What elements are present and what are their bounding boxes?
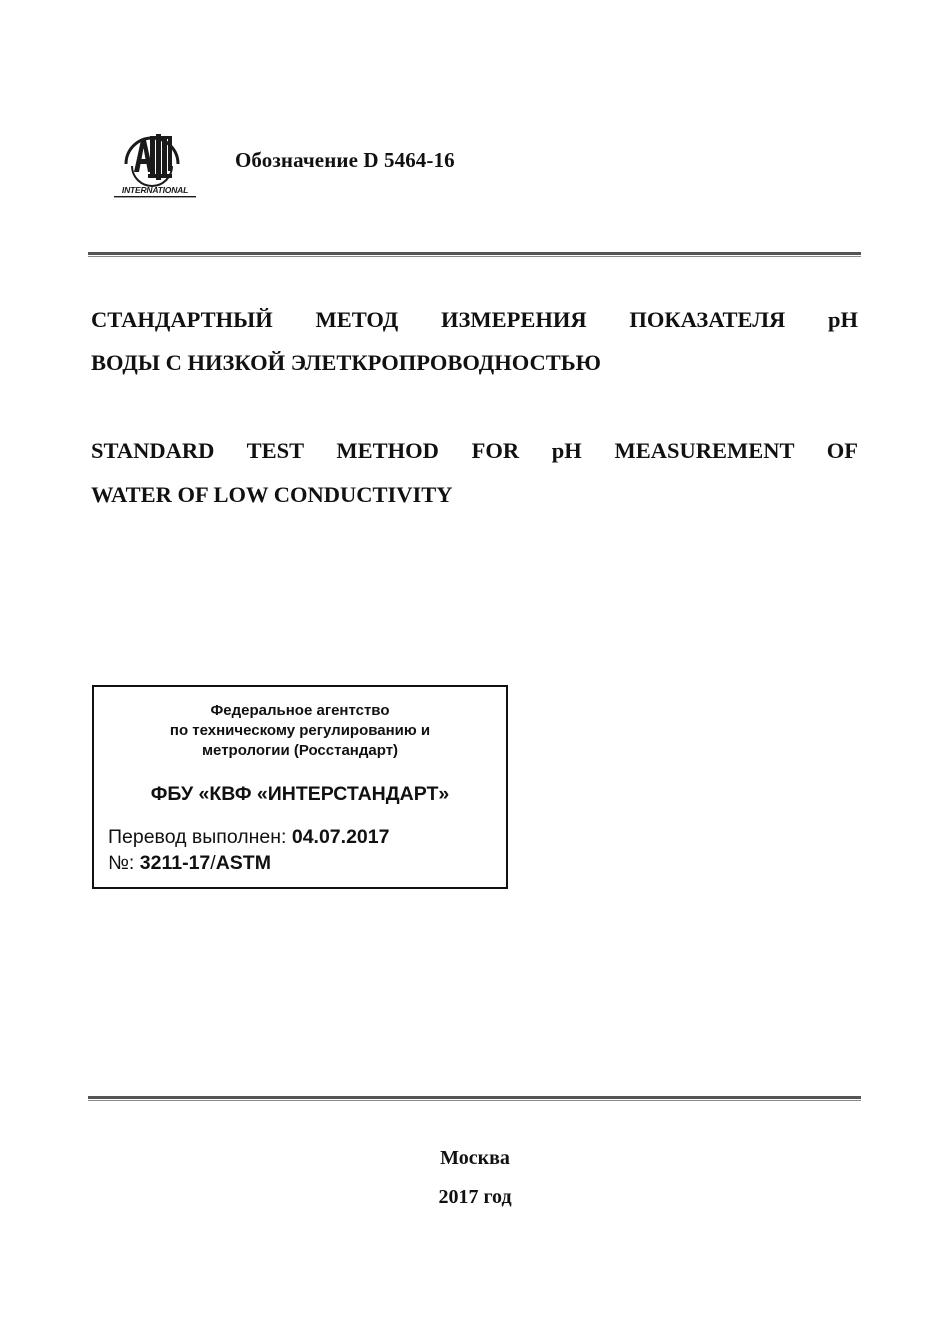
stamp-translated-label: Перевод выполнен: bbox=[108, 826, 292, 848]
stamp-agency-line-1: Федеральное агентство bbox=[210, 702, 390, 719]
title-ru-line-1: СТАНДАРТНЫЙ МЕТОД ИЗМЕРЕНИЯ ПОКАЗАТЕЛЯ pH bbox=[91, 307, 858, 332]
stamp-translated-date: 04.07.2017 bbox=[291, 826, 390, 848]
publication-city: Москва bbox=[440, 1147, 510, 1169]
title-en-line-2: WATER OF LOW CONDUCTIVITY bbox=[91, 482, 453, 507]
title-en-line-1: STANDARD TEST METHOD FOR pH MEASUREMENT OF bbox=[91, 438, 858, 463]
stamp-agency-line-2: по техническому регулированию и bbox=[169, 722, 431, 739]
stamp-agency-line-3: метрологии (Росстандарт) bbox=[201, 742, 399, 759]
stamp-number-value: 3211-17 bbox=[139, 852, 211, 874]
stamp-number-row bbox=[108, 852, 271, 875]
stamp-number-separator: / bbox=[210, 852, 216, 874]
translation-stamp bbox=[92, 685, 508, 889]
publication-year: 2017 год bbox=[438, 1186, 512, 1208]
top-divider bbox=[88, 252, 861, 257]
bottom-divider bbox=[88, 1096, 861, 1101]
astm-international-logo bbox=[112, 126, 198, 200]
stamp-agency bbox=[94, 701, 506, 761]
document-designation: Обозначение D 5464-16 bbox=[235, 148, 455, 172]
stamp-organization: ФБУ «КВФ «ИНТЕРСТАНДАРТ» bbox=[150, 783, 450, 805]
stamp-number-label: №: bbox=[108, 852, 140, 874]
stamp-number-suffix: ASTM bbox=[215, 852, 271, 874]
svg-text:INTERNATIONAL: INTERNATIONAL bbox=[121, 185, 189, 195]
stamp-translation-date-row bbox=[108, 826, 389, 849]
title-ru-line-2: ВОДЫ С НИЗКОЙ ЭЛЕТКРОПРОВОДНОСТЬЮ bbox=[91, 350, 601, 375]
